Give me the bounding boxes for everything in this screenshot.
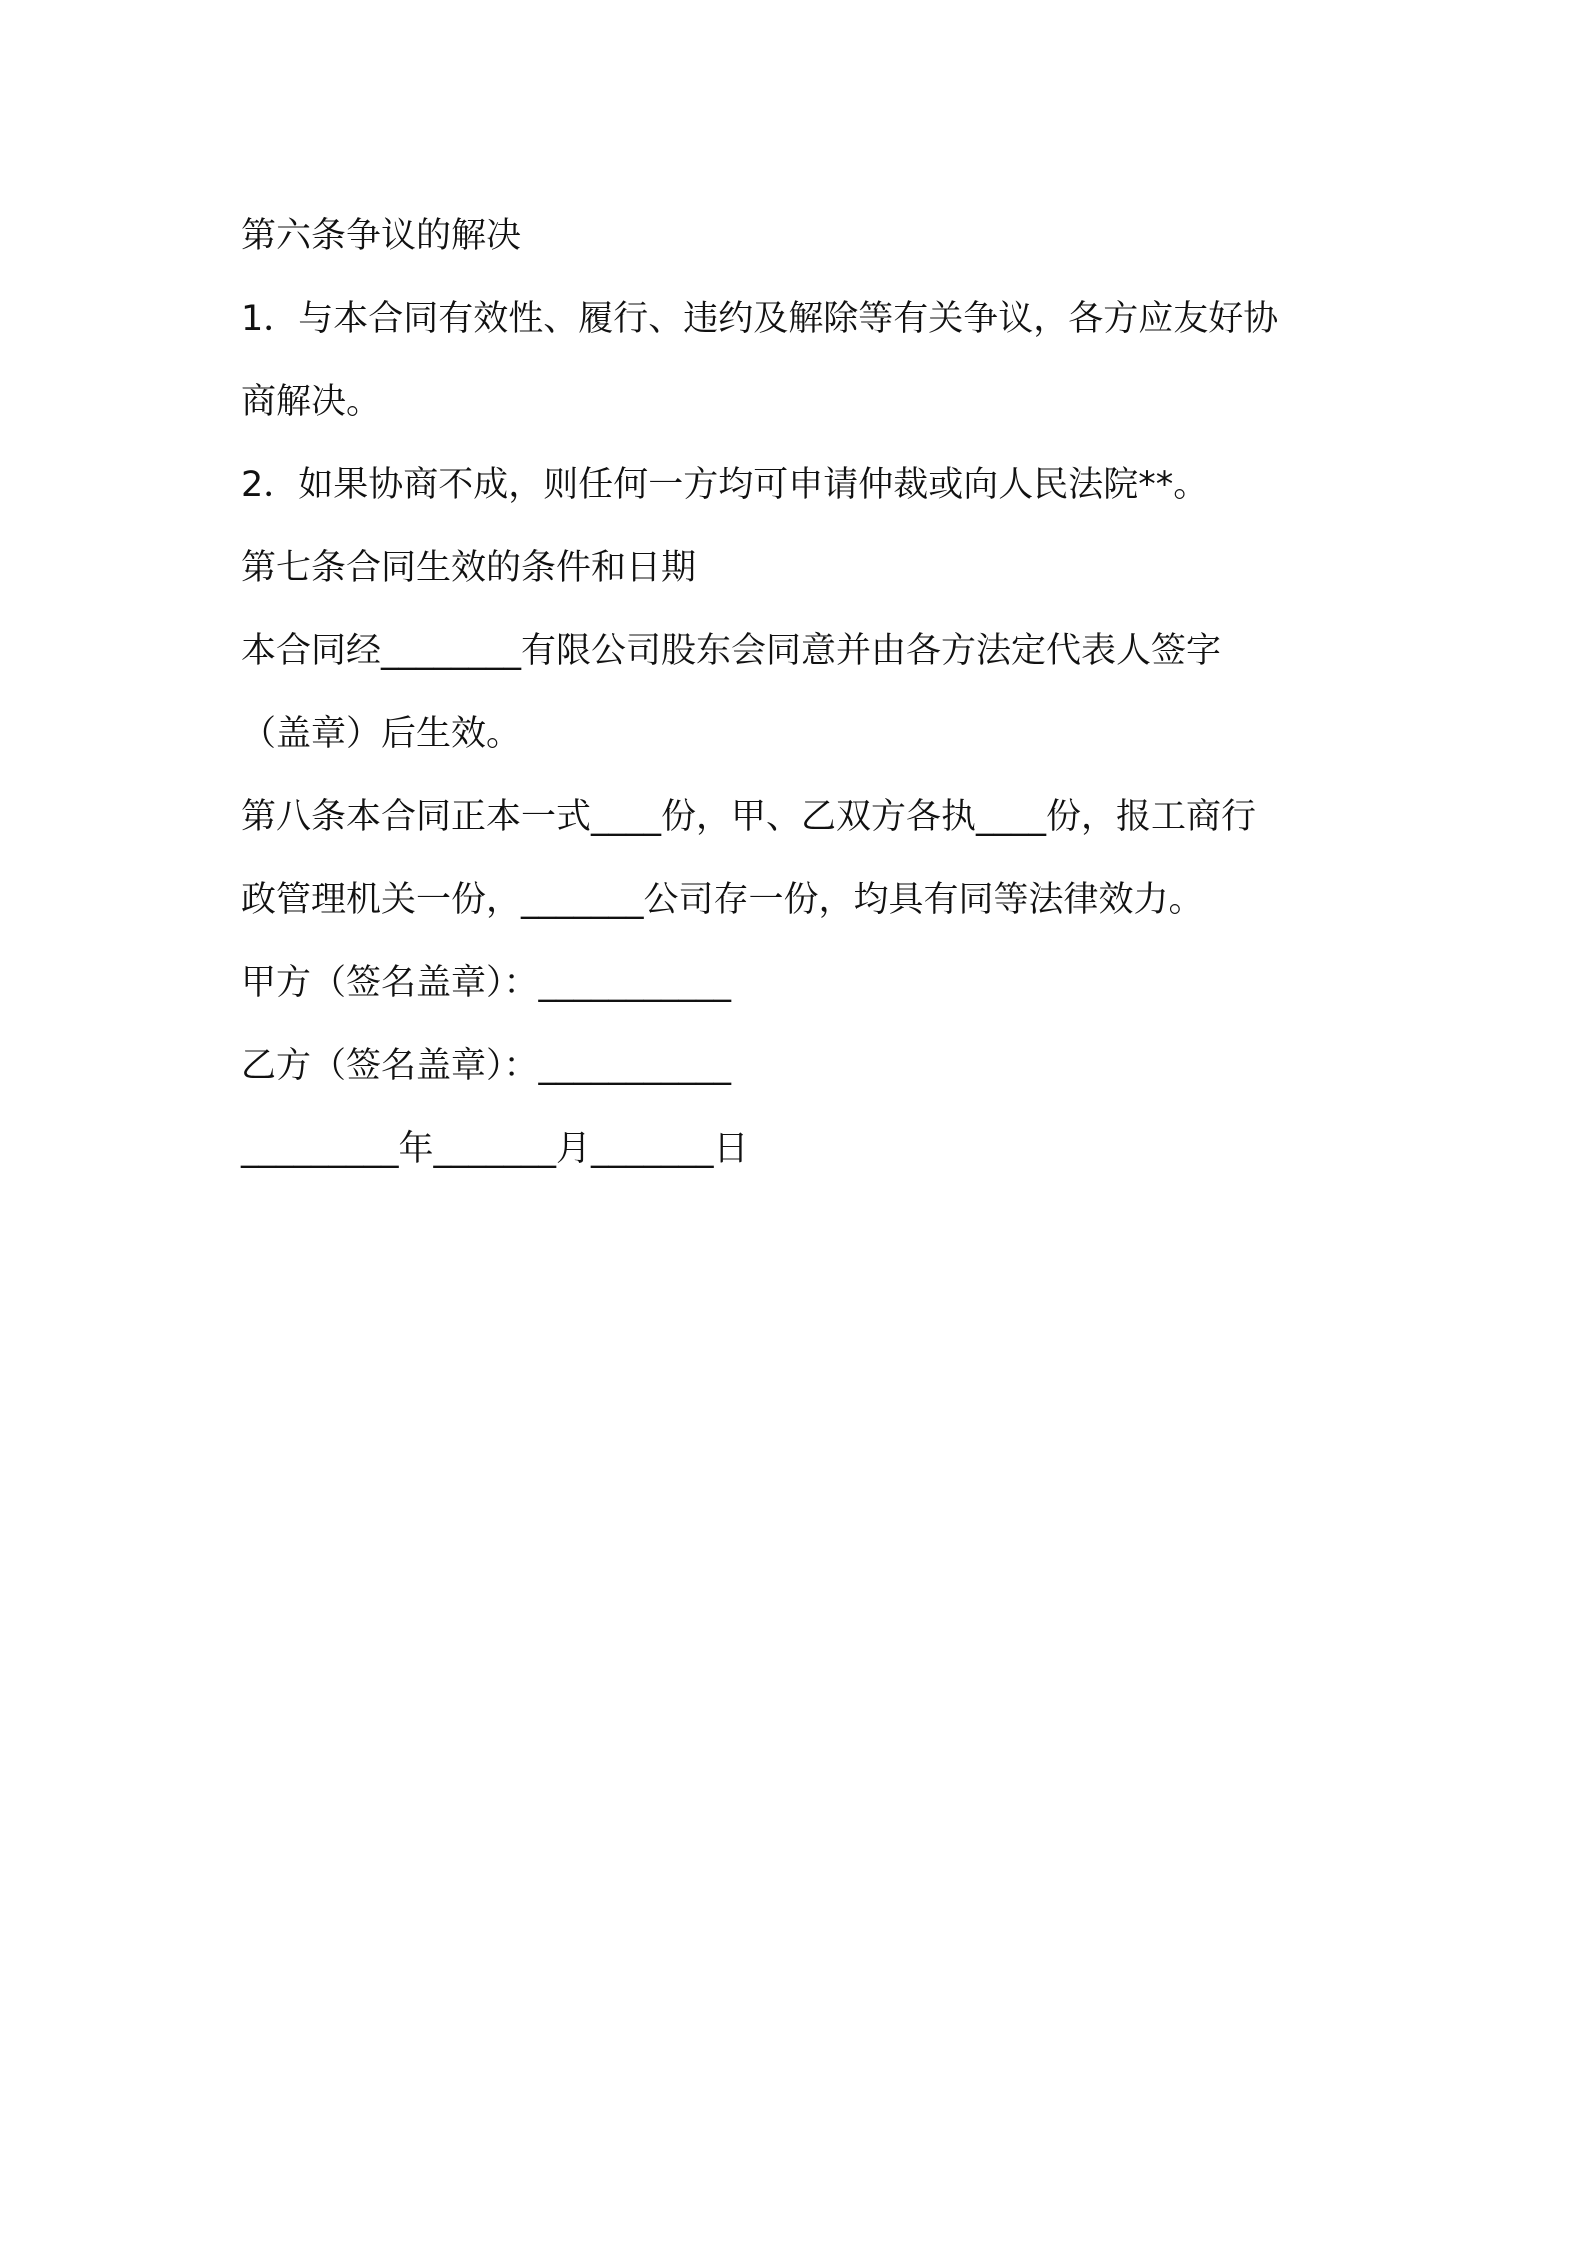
article-6-clause-1: 1．与本合同有效性、履行、违约及解除等有关争议，各方应友好协 (241, 299, 1279, 339)
signing-date: _________年_______月_______日 (241, 1129, 749, 1169)
document-body (241, 195, 1361, 1191)
article-6-clause-2: 2．如果协商不成，则任何一方均可申请仲裁或向人民法院**。 (241, 465, 1209, 505)
article-7-body-cont: （盖章）后生效。 (241, 714, 522, 754)
article-7-body: 本合同经________有限公司股东会同意并由各方法定代表人签字 (241, 631, 1222, 671)
article-6-clause-1-cont: 商解决。 (241, 382, 382, 422)
party-b-signature: 乙方（签名盖章）：___________ (241, 1046, 732, 1086)
article-6-heading: 第六条争议的解决 (241, 216, 522, 256)
article-8-body: 第八条本合同正本一式____份，甲、乙双方各执____份，报工商行 (241, 797, 1257, 837)
article-8-body-cont: 政管理机关一份，_______公司存一份，均具有同等法律效力。 (241, 880, 1204, 920)
party-a-signature: 甲方（签名盖章）：___________ (241, 963, 732, 1003)
article-7-heading: 第七条合同生效的条件和日期 (241, 548, 697, 588)
